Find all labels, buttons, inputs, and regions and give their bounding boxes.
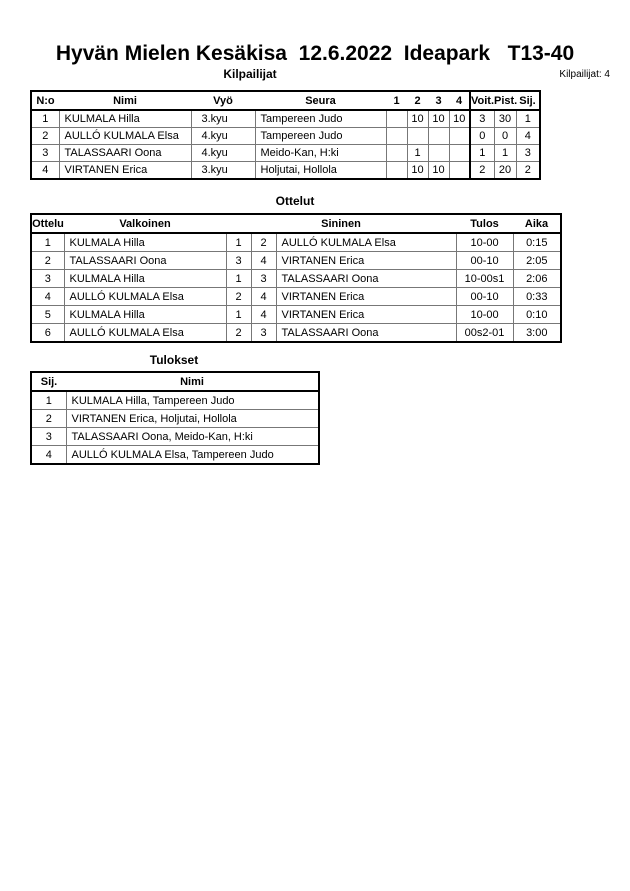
cell-white-name: KULMALA Hilla (64, 306, 226, 324)
cell-round4 (449, 162, 470, 180)
col-header-match: Ottelu (31, 214, 64, 233)
table-row (31, 252, 561, 270)
cell-time: 2:05 (513, 252, 561, 270)
cell-club: Meido-Kan, H:ki (255, 145, 386, 162)
cell-time: 0:15 (513, 233, 561, 252)
col-header-place: Sij. (516, 91, 540, 110)
cell-no: 3 (31, 145, 59, 162)
cell-blue-no: 3 (251, 324, 276, 343)
cell-round1 (386, 110, 407, 128)
col-header-result: Tulos (456, 214, 513, 233)
table-row (31, 288, 561, 306)
table-header-row (31, 91, 540, 110)
cell-name: TALASSAARI Oona, Meido-Kan, H:ki (66, 428, 319, 446)
table-header-row (31, 372, 319, 391)
cell-place: 4 (31, 446, 66, 465)
results-heading: Tulokset (149, 353, 199, 367)
cell-blue-no: 4 (251, 252, 276, 270)
col-header-round2: 2 (407, 91, 428, 110)
cell-blue-name: TALASSAARI Oona (276, 270, 456, 288)
cell-round3: 10 (428, 162, 449, 180)
cell-blue-name: AULLÓ KULMALA Elsa (276, 233, 456, 252)
table-row (31, 391, 319, 410)
cell-club: Tampereen Judo (255, 110, 386, 128)
cell-blue-name: TALASSAARI Oona (276, 324, 456, 343)
table-row (31, 145, 540, 162)
table-row (31, 306, 561, 324)
cell-place: 1 (516, 110, 540, 128)
cell-white-name: AULLÓ KULMALA Elsa (64, 324, 226, 343)
table-row (31, 110, 540, 128)
cell-white-no: 1 (226, 270, 251, 288)
cell-wins: 3 (470, 110, 494, 128)
cell-match-no: 4 (31, 288, 64, 306)
col-header-round4: 4 (449, 91, 470, 110)
cell-time: 0:10 (513, 306, 561, 324)
cell-result: 10-00 (456, 306, 513, 324)
cell-blue-no: 2 (251, 233, 276, 252)
cell-belt: 3.kyu (191, 110, 255, 128)
col-header-club: Seura (255, 91, 386, 110)
cell-result: 10-00s1 (456, 270, 513, 288)
cell-round2: 1 (407, 145, 428, 162)
cell-belt: 4.kyu (191, 145, 255, 162)
cell-white-name: KULMALA Hilla (64, 233, 226, 252)
cell-belt: 3.kyu (191, 162, 255, 180)
cell-round3: 10 (428, 110, 449, 128)
col-header-round1: 1 (386, 91, 407, 110)
cell-name: AULLÓ KULMALA Elsa, Tampereen Judo (66, 446, 319, 465)
col-header-blue: Sininen (226, 214, 456, 233)
col-header-time: Aika (513, 214, 561, 233)
cell-blue-name: VIRTANEN Erica (276, 306, 456, 324)
cell-belt: 4.kyu (191, 128, 255, 145)
competitors-table (30, 90, 541, 180)
cell-blue-no: 4 (251, 306, 276, 324)
matches-table (30, 213, 562, 343)
table-row (31, 324, 561, 343)
cell-round1 (386, 145, 407, 162)
table-row (31, 446, 319, 465)
cell-club: Tampereen Judo (255, 128, 386, 145)
col-header-wins: Voit. (470, 91, 494, 110)
cell-result: 00-10 (456, 252, 513, 270)
cell-result: 00-10 (456, 288, 513, 306)
cell-place: 2 (31, 410, 66, 428)
cell-points: 1 (494, 145, 516, 162)
cell-name: TALASSAARI Oona (59, 145, 191, 162)
competitors-count-label: Kilpailijat: 4 (559, 69, 610, 80)
cell-place: 3 (31, 428, 66, 446)
cell-match-no: 2 (31, 252, 64, 270)
cell-result: 00s2-01 (456, 324, 513, 343)
cell-round2: 10 (407, 162, 428, 180)
cell-points: 30 (494, 110, 516, 128)
table-header-row (31, 214, 561, 233)
cell-match-no: 6 (31, 324, 64, 343)
cell-white-no: 1 (226, 233, 251, 252)
cell-name: VIRTANEN Erica (59, 162, 191, 180)
col-header-name: Nimi (66, 372, 319, 391)
col-header-no: N:o (31, 91, 59, 110)
cell-time: 3:00 (513, 324, 561, 343)
cell-place: 4 (516, 128, 540, 145)
col-header-belt: Vyö (191, 91, 255, 110)
cell-white-no: 2 (226, 288, 251, 306)
cell-white-no: 3 (226, 252, 251, 270)
cell-place: 3 (516, 145, 540, 162)
cell-wins: 0 (470, 128, 494, 145)
cell-white-no: 1 (226, 306, 251, 324)
table-row (31, 270, 561, 288)
cell-time: 0:33 (513, 288, 561, 306)
cell-blue-name: VIRTANEN Erica (276, 288, 456, 306)
cell-round4 (449, 145, 470, 162)
cell-round4: 10 (449, 110, 470, 128)
cell-name: VIRTANEN Erica, Holjutai, Hollola (66, 410, 319, 428)
cell-result: 10-00 (456, 233, 513, 252)
table-row (31, 410, 319, 428)
cell-time: 2:06 (513, 270, 561, 288)
cell-round3 (428, 145, 449, 162)
results-table (30, 371, 320, 465)
cell-white-name: TALASSAARI Oona (64, 252, 226, 270)
cell-match-no: 5 (31, 306, 64, 324)
cell-no: 4 (31, 162, 59, 180)
cell-round1 (386, 162, 407, 180)
cell-wins: 1 (470, 145, 494, 162)
cell-white-name: KULMALA Hilla (64, 270, 226, 288)
col-header-white: Valkoinen (64, 214, 226, 233)
cell-name: AULLÓ KULMALA Elsa (59, 128, 191, 145)
cell-blue-no: 3 (251, 270, 276, 288)
cell-round1 (386, 128, 407, 145)
cell-blue-no: 4 (251, 288, 276, 306)
table-row (31, 428, 319, 446)
page-title: Hyvän Mielen Kesäkisa 12.6.2022 Ideapark T13-40 (55, 42, 575, 65)
cell-points: 0 (494, 128, 516, 145)
cell-wins: 2 (470, 162, 494, 180)
matches-heading: Ottelut (275, 194, 315, 208)
cell-no: 1 (31, 110, 59, 128)
cell-no: 2 (31, 128, 59, 145)
cell-blue-name: VIRTANEN Erica (276, 252, 456, 270)
cell-club: Holjutai, Hollola (255, 162, 386, 180)
col-header-name: Nimi (59, 91, 191, 110)
cell-white-no: 2 (226, 324, 251, 343)
col-header-round3: 3 (428, 91, 449, 110)
col-header-place: Sij. (31, 372, 66, 391)
competitors-heading: Kilpailijat (223, 67, 277, 81)
table-row (31, 162, 540, 180)
cell-round2: 10 (407, 110, 428, 128)
table-row (31, 233, 561, 252)
cell-round4 (449, 128, 470, 145)
cell-match-no: 3 (31, 270, 64, 288)
cell-white-name: AULLÓ KULMALA Elsa (64, 288, 226, 306)
cell-place: 2 (516, 162, 540, 180)
cell-round3 (428, 128, 449, 145)
cell-place: 1 (31, 391, 66, 410)
cell-name: KULMALA Hilla, Tampereen Judo (66, 391, 319, 410)
cell-name: KULMALA Hilla (59, 110, 191, 128)
cell-match-no: 1 (31, 233, 64, 252)
cell-round2 (407, 128, 428, 145)
cell-points: 20 (494, 162, 516, 180)
table-row (31, 128, 540, 145)
col-header-points: Pist. (494, 91, 516, 110)
